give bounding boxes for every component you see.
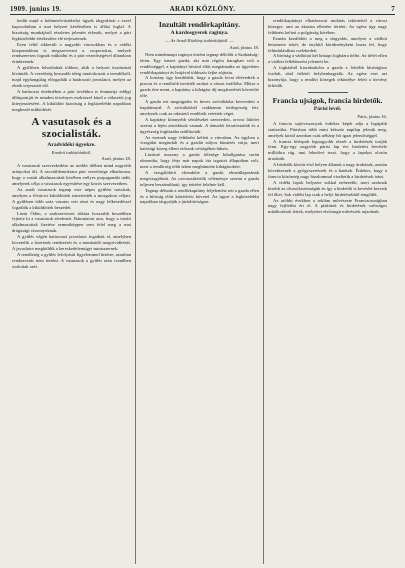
paragraph: A gyűlésen felszólaltak többen, akik a helyzet tisztázását kívánták. A vezetőség hosszabb ideig tanácskozott a teendőkről, majd egyhangúlag elfogadták a határozati javaslatot, melyet az elnök terjesztett elő. <box>12 65 131 88</box>
paragraph: Az esetnek nagy feltűnést keltett a városban. Az ügyben a vizsgálat megindult és a gazdát súlyos büntetés várja, mert hatósági közeg elleni erőszak vétségében bűnös. <box>140 134 259 152</box>
article-note: — Az Aradi Közlöny tudósítójától. — <box>165 38 234 43</box>
paragraph: rendőrkapitányi elhatározott mulatás tekintettel a városi közegre, ami az akarata ellenére történt. Az egész ügy nagy feltűnést keltett a polgárság körében. <box>268 18 387 35</box>
paragraph: A botrány úgy kezdődött, hogy a gazda lovai eltévedtek a piacon és a rendőrök bevitték azokat a városi istállóba. Mikor a gazda érte ment, a kapitány a kihágási díj megfizetését követelte tőle. <box>140 75 259 99</box>
column-2 <box>140 18 259 563</box>
section-separator <box>308 92 348 93</box>
paragraph: A francia sajtóviszonyok érdekes képét adja a legújabb statisztika. Párisban több mint kétszáz napilap jelenik meg, amelyek közül azonban csak néhány bír igazi jelentőséggel. <box>268 120 387 138</box>
paragraph: Nem mindennapi raginya történt tegnap délelőtt a Szabadság-téren. Egy ismert gazda, aki már régóta haragban volt a rendőrséggel, a kapitányi hivatal előtt megtámadta az ügyeletes rendőrkapitányt és botjával többször fejbe sújtotta. <box>140 51 259 75</box>
section-title: A vasutasok és a szocialisták. <box>31 115 112 140</box>
paragraph: A kapitány könnyebb sérüléseket szenvedett, orvosi látlelet szerint a fején zúzódások vannak. A támadót letartóztatták és a ügyészség fogházába szállították. <box>140 116 259 134</box>
paragraph: A hirdetők között első helyen állanak a nagy áruházak, azután következnek a gyógyszerészek és a bankok. Érdekes, hogy a francia közönség nagy bizalommal viseltetik a hirdetések iránt. <box>268 162 387 179</box>
section-title: Francia ujságok, francia hirdetők. <box>272 95 383 105</box>
article-note: Eredeti tudósítónktól. <box>51 149 92 155</box>
column-divider <box>263 16 264 564</box>
header-date: 1909. junius 19. <box>10 5 62 13</box>
article-dateline: Arad, június 18. <box>229 44 259 50</box>
section-title: Inzultált rendőrkapitány. <box>158 20 241 29</box>
paragraph: Lázár Ödön, a szakszervezet titkára hosszabb beszédben fejtette ki a vasutasok sérelmeit. Rámutatott arra, hogy a vasúti alkalmazottak fizetése semmiképpen sem felel meg a mai drágasági viszonyoknak. <box>12 210 131 234</box>
header-rule <box>10 14 395 15</box>
article-title: A kardosgyerek raginya. <box>170 30 229 36</box>
paragraph: A francia hírlapok legnagyobb részét a hirdetések tartják fenn. Egy-egy nagyobb párisi lap évi hirdetési bevétele milliókra rúg, ami lehetővé teszi, hogy a lapokat olcsón árusítsák. <box>268 138 387 162</box>
paragraph: Tegnap délután a rendőrkapitány feljelentést tett a gazda ellen és a bíróság előtt kártérítést követel. Az ügyet a legközelebbi napokban tárgyalják a járásbíróságon. <box>140 187 259 205</box>
paragraph: A vizsgálóbíró elrendelte a gazda elmeállapotának megvizsgálását. Az orvosszakértők véleménye szerint a gazda teljesen beszámítható, igy tettéért felelnie kell. <box>140 169 259 187</box>
paragraph: A rendőrség a gyűlés lefolyását figyelemmel kísérte, azonban rendzavarás nem történt. A vasutasok a gyűlés után csendben oszlottak szét. <box>12 251 131 269</box>
paragraph: kedik majd a hódmezővásárhelyi ügyek tárgyalását s ezzel kapcsolatban a mai helyzet kérdésében is állást foglal. A bizottság munkájáról részletes jelentés érkezik, melyet a párt legközelebbi értekezlete elé terjesztenek. <box>12 18 131 41</box>
article-title: Aradvidéki ügyekre. <box>47 141 96 148</box>
paragraph: A vidéki lapok helyzete sokkal nehezebb, mert azoknak kisebb az olvasóközönségük és így a hirdetők is kevésbé keresik fel őket. Sok vidéki lap csak a helyi hirdetésekből tengődik. <box>268 179 387 197</box>
article-title: Párisi levél. <box>313 105 342 112</box>
paragraph: Ezen felül sikkerült a nagyobb városokban és a vidéki központokban is megszervezni a csoportokat, melyek rendszeresen fognak működni és a párt vezetőségével állandóan érintkeznek. <box>12 41 131 65</box>
column-1 <box>12 18 131 563</box>
paragraph: A fogházból kiszabadulva a gazda a felsőbb bírósághoz fordult, ahol ítéletét helybenhagyták. Az egész eset azt bizonyítja, hogy a rendőri közegek tekintélye felett a törvény őrködik. <box>268 65 387 88</box>
paragraph: Lázárné asszony a gazda felesége kihallgatása során elmondta, hogy férje már napok óta izgatott állapotban volt, mert a rendőrség több ízben megbüntette kihágásokért. <box>140 152 259 170</box>
column-divider <box>135 16 136 564</box>
paragraph: A vasutasok szervezkedése az utóbbi időben mind nagyobb arányokat ölt. A szociáldemokrata párt vezetősége elhatározta, hogy a vasúti alkalmazottak körében erélyes propagandát indít, amelynek célja a vasutasok egyesítése egy közös szervezetben. <box>12 163 131 187</box>
paragraph: A bíróság a vádlottat két hónapi fogházra ítélte. Az ítélet ellen a vádlott fellebbezést jelentett be. <box>268 53 387 65</box>
article-dateline: Páris, június 16. <box>357 113 387 119</box>
paragraph: A gyűlés végén határozati javaslatot fogadtak el, amelyben követelik a fizetések rendezését és a munkaidő megrövidítését. A javaslatot megküldik a kereskedelemügyi miniszternek. <box>12 234 131 251</box>
header-paper-title: ARADI KÖZLÖNY. <box>169 5 236 13</box>
paragraph: Az utóbbi években a reklám művészete Franciaországban nagy fejlődést ért el. A plakátok és hirdetések valóságos műalkotások lettek, melyeket elsőrangú művészek rajzolnak. <box>268 197 387 215</box>
paragraph: A gazda ezt megtagadta és heves szóváltásba keveredett a kapitánnyal. A szóváltásból csakhamar tettlegesség lett, amelynek csak az odasiető rendőrök vetettek véget. <box>140 99 259 116</box>
paragraph: Az aradi vasutasok tegnap este népes gyűlést tartottak, amelyen a fővárosi kiküldöttek ismertették a mozgalom céljait. A gyűlésen több száz vasutas vett részt és nagy lelkesedéssel fogadták a kiküldöttek beszédét. <box>12 186 131 210</box>
paragraph: A határozat értelmében a párt továbbra is fenntartja eddigi álláspontját és minden törvényes eszközzel küzd a választói jog kiterjesztéséért. A kiküldött bizottság a legközelebbi napokban megkezdi működését. <box>12 88 131 112</box>
column-3 <box>268 18 387 563</box>
paragraph: Ezután kezdődött a meg a tárgyalás, amelyen a vádlott beismerte tettét, de enyhítő körülményként hozta fel, hogy felindulásában cselekedett. <box>268 35 387 53</box>
header-page-number: 7 <box>391 5 395 13</box>
article-dateline: Arad, június 18. <box>101 156 131 162</box>
